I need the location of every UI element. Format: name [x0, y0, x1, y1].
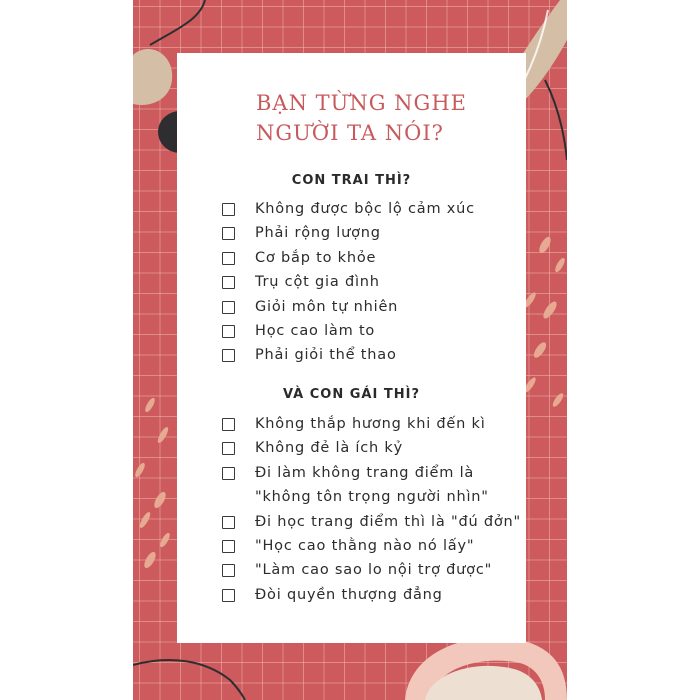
curve-line-shape	[150, 0, 205, 45]
girls-checklist	[222, 412, 521, 607]
item-label: Học cao làm to	[255, 322, 376, 339]
checklist-item[interactable]	[222, 246, 475, 270]
checklist-item[interactable]	[222, 461, 521, 510]
checkbox[interactable]	[222, 540, 235, 553]
item-label: Đi học trang điểm thì là "đú đởn"	[255, 513, 521, 530]
checklist-item[interactable]	[222, 197, 475, 221]
checkbox[interactable]	[222, 349, 235, 362]
item-label: Không thắp hương khi đến kì	[255, 416, 486, 432]
item-label: Đòi quyền thượng đẳng	[255, 586, 443, 603]
page-title	[256, 88, 486, 148]
bottom-left-curve	[133, 660, 245, 700]
checkbox[interactable]	[222, 203, 235, 216]
checklist-item[interactable]	[222, 510, 521, 534]
checkbox[interactable]	[222, 301, 235, 314]
checkbox[interactable]	[222, 325, 235, 338]
checklist-item[interactable]	[222, 221, 475, 245]
title-line-2: NGƯỜI TA NÓI?	[256, 121, 444, 145]
checklist-item[interactable]	[222, 343, 475, 367]
checklist-item[interactable]	[222, 295, 475, 319]
checkbox[interactable]	[222, 418, 235, 431]
checklist-item[interactable]	[222, 319, 475, 343]
checklist-item[interactable]	[222, 534, 521, 558]
item-label: Không được bộc lộ cảm xúc	[255, 201, 475, 217]
section-heading-boys: CON TRAI THÌ?	[291, 173, 412, 188]
checkbox[interactable]	[222, 442, 235, 455]
checklist-item[interactable]	[222, 583, 521, 607]
title-line-1: BẠN TỪNG NGHE	[256, 91, 467, 115]
beige-blob-shape	[133, 49, 172, 105]
checkbox[interactable]	[222, 252, 235, 265]
checkbox[interactable]	[222, 276, 235, 289]
checkbox[interactable]	[222, 227, 235, 240]
checklist-item[interactable]	[222, 412, 521, 436]
item-label: Phải giỏi thể thao	[255, 347, 397, 364]
checkbox[interactable]	[222, 589, 235, 602]
item-label: "Làm cao sao lo nội trợ được"	[255, 562, 493, 579]
item-label-line-2: "không tôn trọng người nhìn"	[255, 488, 489, 505]
checkbox[interactable]	[222, 564, 235, 577]
item-label: "Học cao thằng nào nó lấy"	[255, 537, 475, 554]
boys-checklist	[222, 197, 475, 368]
brush-strokes-left	[133, 397, 171, 570]
checklist-item[interactable]	[222, 436, 521, 460]
checkbox[interactable]	[222, 516, 235, 529]
right-curve-shape	[545, 80, 567, 160]
item-label: Giỏi môn tự nhiên	[255, 298, 399, 315]
section-heading-girls: VÀ CON GÁI THÌ?	[283, 387, 420, 402]
item-label: Phải rộng lượng	[255, 225, 381, 242]
checkbox[interactable]	[222, 467, 235, 480]
item-label: Trụ cột gia đình	[255, 274, 380, 291]
item-label: Cơ bắp to khỏe	[255, 249, 377, 266]
checklist-item[interactable]	[222, 558, 521, 582]
checklist-item[interactable]	[222, 270, 475, 294]
item-label-line-1: Đi làm không trang điểm là	[255, 464, 475, 481]
item-label: Không đẻ là ích kỷ	[255, 440, 404, 457]
